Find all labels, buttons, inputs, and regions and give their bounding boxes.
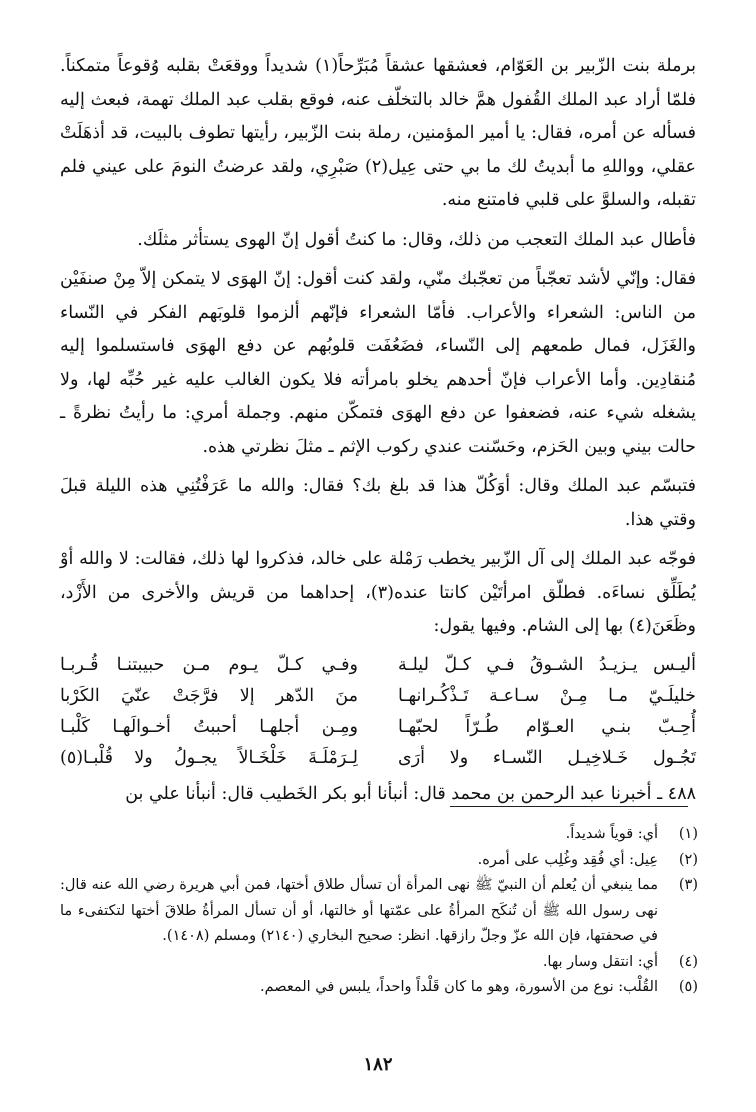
paragraph-3: فقال: وإنّي لأشد تعجّباً من تعجّبك منّي، ولقد كنت أقول: إنّ الهوَى لا يتمكن إلاّ مِنْ صنفَيْن من الناس: الشعراء والأعراب. فأمّا الشعراء فإنّهم ألزموا قلوبَهم الفكر في النّساء والغَزَل، فمال طمعهم إلى النّساء، فضَعُفَت قلوبُهم عن دفع الهوَى فاستسلموا إليه مُنقادِين. وأما الأعراب فإنّ أحدهم يخلو بامرأته فلا يكون الغالب عليه غير حُبِّه لها، ولا يشغله شيء عنه، فضعفوا عن دفع الهوَى فتمكّن منهم. وجملة أمري: ما رأيتُ نظرةً ـ حالت بيني وبين الحَزم، وحَسّنت عندي ركوب الإثم ـ مثلَ نظرتي هذه. <box>60 269 696 457</box>
paragraph-5: فوجّه عبد الملك إلى آل الزّبير يخطب رَمْلة على خالد، فذكروا لها ذلك، فقالت: لا والله أوْ يُطَلِّق نساءَه. فطلّق امرأتَيْن كانتا عنده(٣)، إحداهما من قريش والأخرى من الأَزْد، وظَعَنَ(٤) بها إلى الشام. وفيها يقول: <box>60 549 696 636</box>
footnote-separator <box>450 806 688 807</box>
footnote-number: (٣) <box>678 877 698 893</box>
footnote <box>60 950 698 976</box>
verse-4-second-hemistich: لِـرَمْلَـةَ خَلْخَـالاً يجـولُ ولا قُلْبـا(٥) <box>60 747 358 768</box>
verse-3-first-hemistich: أُحِـبّ بنـي العـوّام طُـرّاً لحبّهـا <box>398 716 696 737</box>
verse-4-first-hemistich: تَجُـول خَـلاخِيـل النّسـاء ولا أرَى <box>398 747 696 768</box>
footnote-text: مما ينبغي أن يُعلم أن النبيّ ﷺ نهى المرأة أن تسأل طلاق أختها، فمن أبي هريرة رضي الله عنه قال: نهى رسول الله ﷺ أن تُنكَح المرأةُ على عمّتها أو خالتها، أو أن تسأل المرأةُ طلاقَ أختها لتكتفىء ما في صحفتها، فإن الله عزّ وجلّ رازقها. انظر: صحيح البخاري (٢١٤٠) ومسلم (١٤٠٨). <box>60 877 658 944</box>
paragraph-4: فتبسّم عبد الملك وقال: أوَكُلّ هذا قد بلغ بك؟ فقال: والله ما عَرَفْتُنِي هذه الليلة قبلَ وقتي هذا. <box>60 476 696 530</box>
footnote-text: أي: انتقل وسار بها. <box>542 953 658 970</box>
footnote-text: عِيل: أي فُقِد وغُلِب على أمره. <box>477 851 658 868</box>
paragraph-2: فأطال عبد الملك التعجب من ذلك، وقال: ما كنتُ أقول إنّ الهوى يستأثر مثلَك. <box>137 229 696 250</box>
paragraph-1: برملة بنت الزّبير بن العَوّام، فعشقها عشقاً مُبَرِّحاً(١) شديداً ووقعَتْ بقلبه وُقوعاً متمكناً. فلمّا أراد عبد الملك القُفول همَّ خالد بالتخلّف عنه، فوقع بقلب عبد الملك تهمة، فبعث إليه فسأله عن أمره، فقال: يا أمير المؤمنين، رملة بنت الزّبير، رأيتها تطوف بالبيت، قد أذهَلَتْ عقلي، وواللهِ ما أبديتُ لك ما بي حتى عِيل(٢) صَبْرِي، ولقد عرضتُ النومَ على عيني فلم تقبله، والسلوَّ على قلبي فامتنع منه. <box>60 56 696 210</box>
footnote <box>60 975 698 1001</box>
verse-3-second-hemistich: ومِـن أجلهـا أحببتُ أخـوالَهـا كَلْبـا <box>60 716 358 737</box>
footnote-text: أي: قوياً شديداً. <box>565 826 658 842</box>
footnote <box>60 822 698 848</box>
footnote-text: القُلْب: نوع من الأسورة، وهو ما كان قَلْداً واحداً، يلبس في المعصم. <box>260 979 658 995</box>
footnote-number: (٢) <box>678 851 698 868</box>
footnote <box>60 873 698 950</box>
poem <box>60 650 696 774</box>
next-entry: ٤٨٨ ـ أخبرنا عبد الرحمن بن محمد قال: أنبأنا أبو بكر الخَطيب قال: أنبأنا علي بن <box>125 783 696 804</box>
verse-2-first-hemistich: خليلَـيّ مـا مِـنْ سـاعـة تَـذْكُـرانهـا <box>398 685 696 706</box>
footnote-number: (٤) <box>678 953 698 970</box>
verse-1-second-hemistich: وفـي كـلّ يـوم مـن حبيبتنـا قُـربـا <box>60 654 358 675</box>
footnotes <box>60 822 698 1001</box>
page-number: ١٨٢ <box>363 1054 393 1075</box>
verse-2-second-hemistich: منَ الدّهر إلا فرَّجَتْ عنّيَ الكَرْبا <box>60 685 358 706</box>
footnote-number: (٥) <box>678 979 698 995</box>
footnote <box>60 848 698 874</box>
verse-1-first-hemistich: أليـس يـزيـدُ الشـوقُ فـي كـلّ ليلـة <box>398 654 696 675</box>
footnote-number: (١) <box>678 826 698 842</box>
